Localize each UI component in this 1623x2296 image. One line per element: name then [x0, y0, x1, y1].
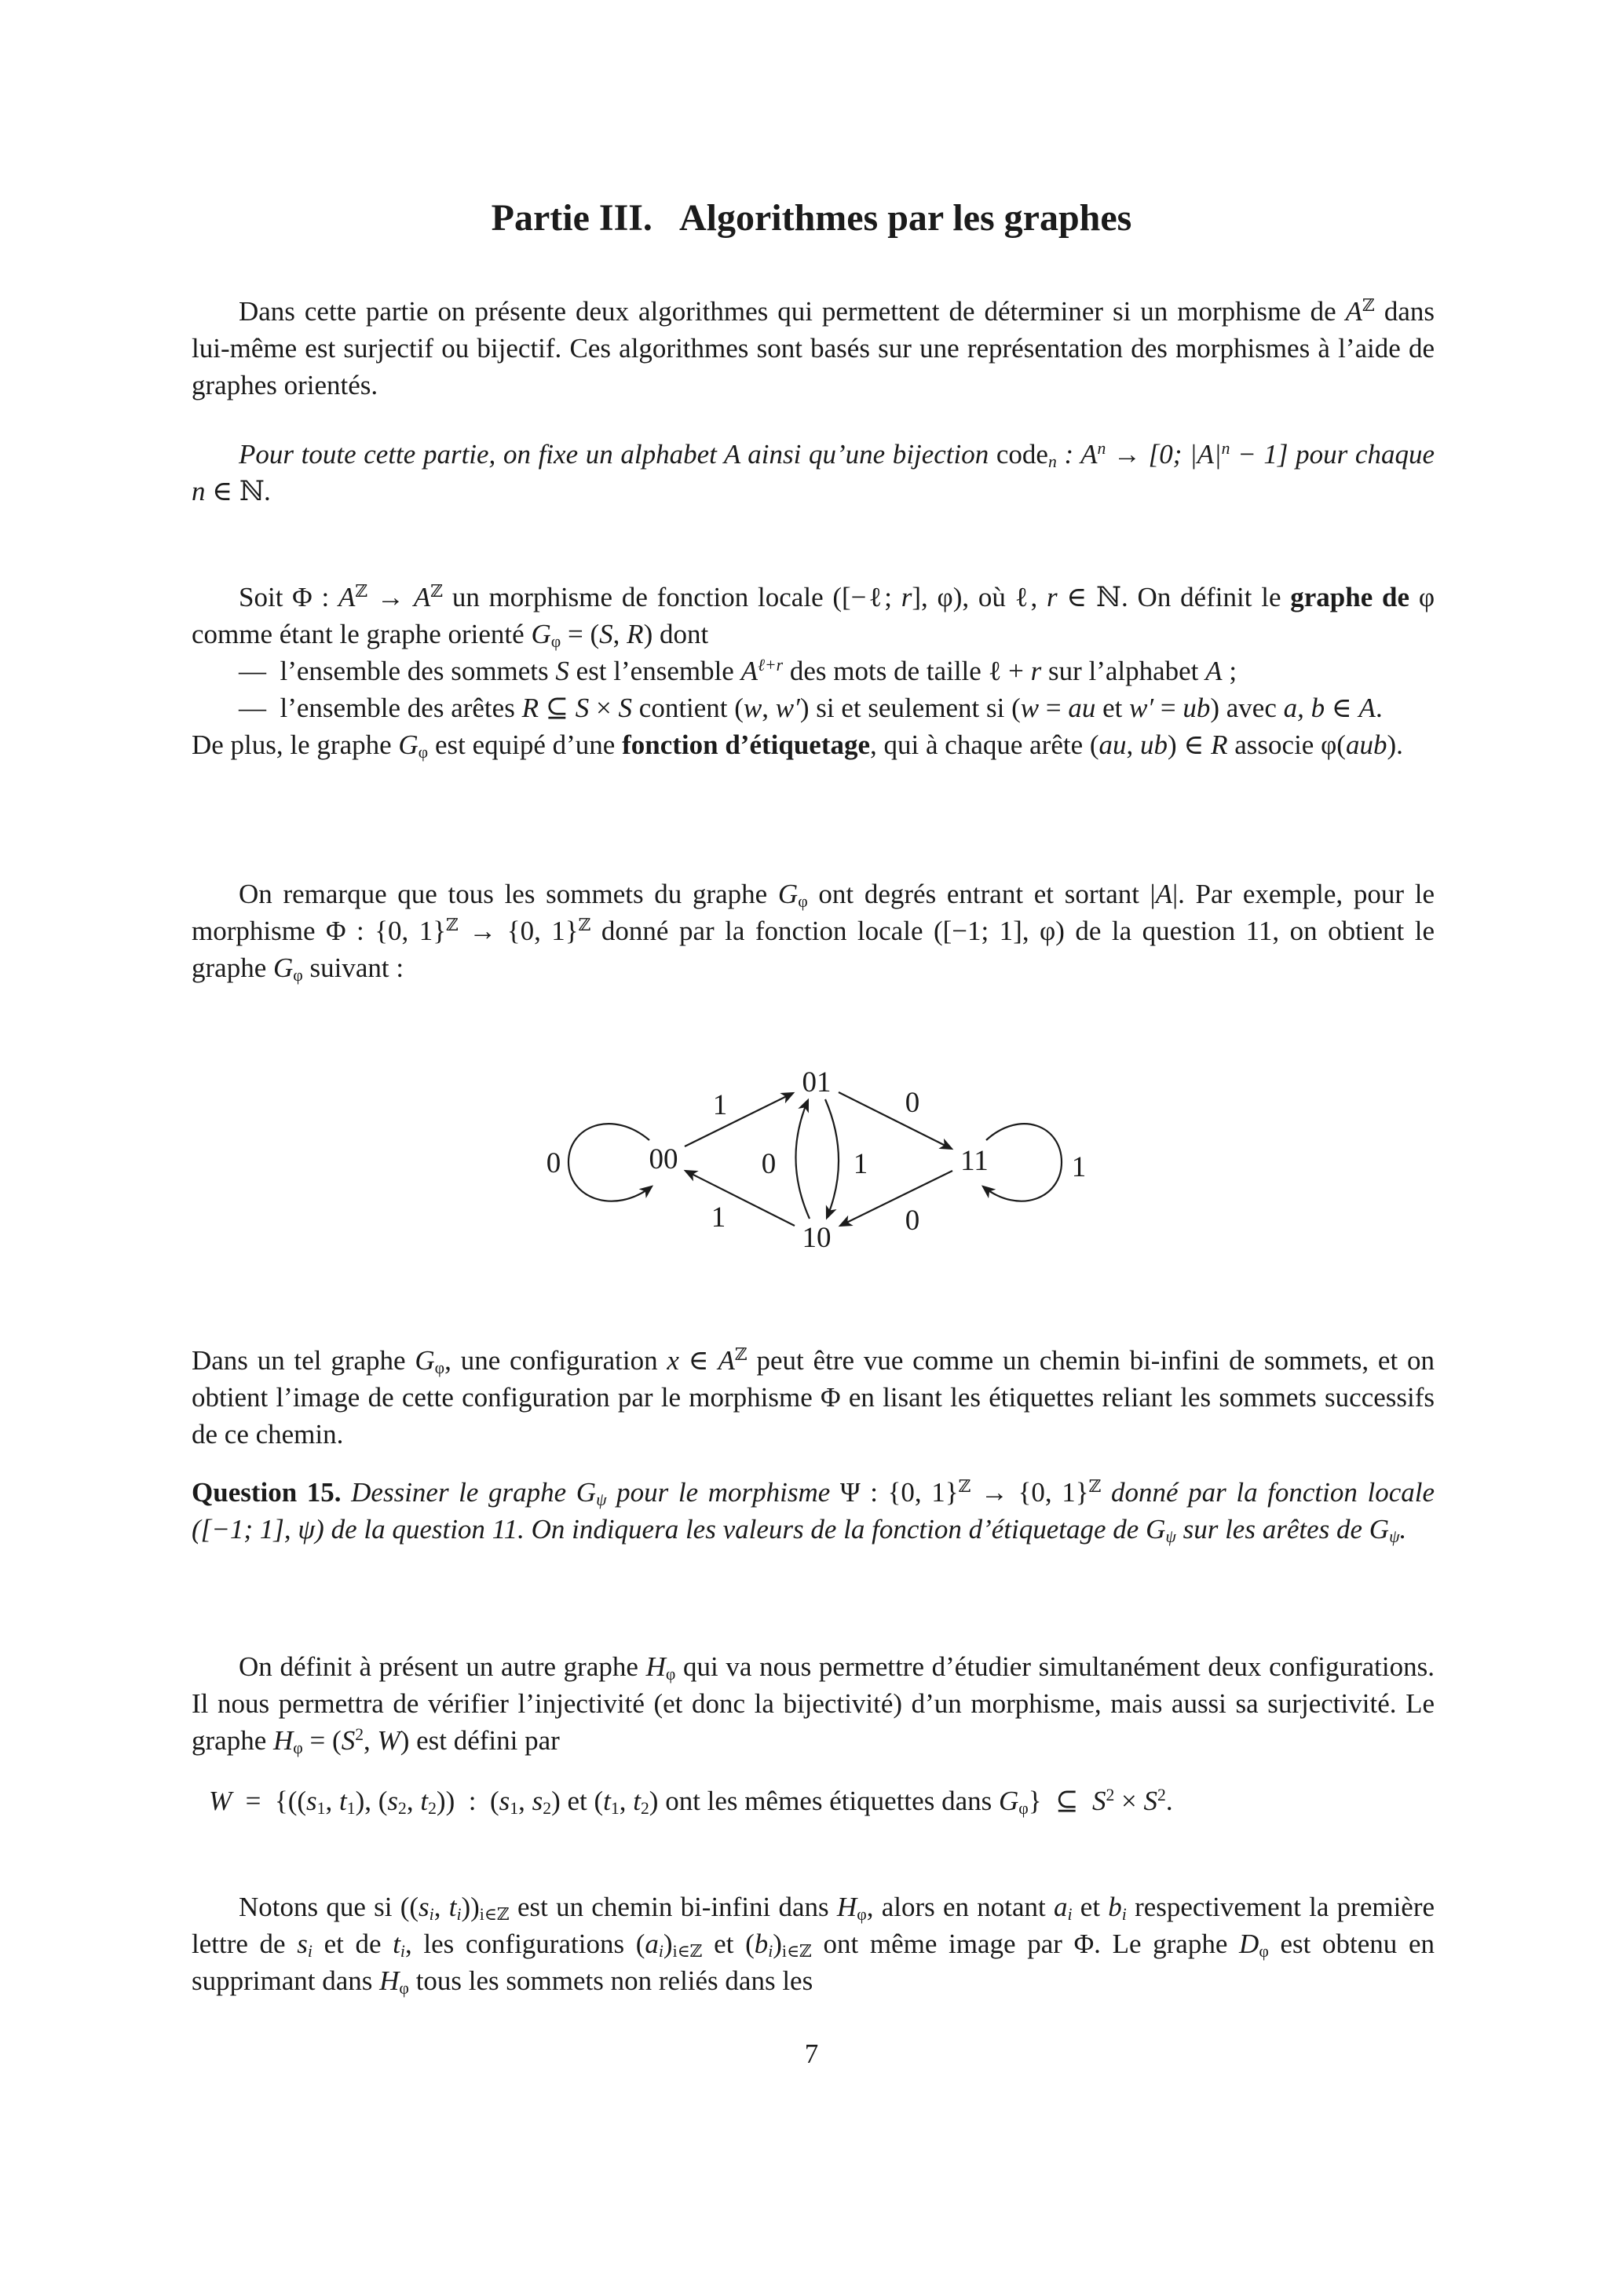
- page-number: 7: [804, 2038, 819, 2069]
- edge-label-10-00: 1: [711, 1201, 726, 1234]
- node-label-01: 01: [802, 1066, 832, 1099]
- definition-graphe-block: [192, 579, 1435, 763]
- edge-loop-00: [568, 1124, 652, 1201]
- edge-00-01: [685, 1093, 793, 1146]
- section-title: Algorithmes par les graphes: [678, 197, 1132, 239]
- section-number: Partie III.: [491, 197, 652, 239]
- list-item-sommets: — l’ensemble des sommets S est l’ensemble $A^{\ell+r}$ des mots de taille ℓ + r sur l’alphabet A ;: [239, 656, 1237, 686]
- paragraph-convention: Pour toute cette partie, on fixe un alphabet A ainsi qu’une bijection code$_n$ : $A^n \to [0$; $|A|^n - 1$] pour chaque n ∈ ℕ.: [192, 439, 1435, 506]
- paragraph-etiquetage: De plus, le graphe $G_\varphi$ est equipé d’une fonction d’étiquetage, qui à chaque arête (au, ub) ∈ R associe φ(aub).: [192, 729, 1403, 762]
- edge-label-01-10: 1: [853, 1148, 868, 1180]
- paragraph-notons: Notons que si (($s_i$, $t_i))_{i\in ℤ}$ est un chemin bi-infini dans $H_\varphi$, alors en notant $a_i$ et $b_i$ respectivement la première lettre de $s_i$ et de $t_i$, les configurations $(a_i)_{i\in ℤ}$ et $(b_i)_{i\in ℤ}$ ont même image par Φ. Le graphe $D_\varphi$ est obtenu en supprimant dans $H_\varphi$ tous les sommets non reliés dans les: [192, 1892, 1435, 1998]
- edge-label-01-11: 0: [905, 1087, 920, 1119]
- node-label-11: 11: [960, 1145, 989, 1177]
- edge-10-01: [795, 1100, 810, 1219]
- definition-graphe-intro: Soit Φ : $A^ℤ \to A^ℤ$ un morphisme de fonction locale ([−ℓ; r], φ), où ℓ, r ∈ ℕ. On définit le graphe de φ comme étant le graphe orienté $G_\varphi = (S$, R) dont: [192, 582, 1435, 652]
- node-label-00: 00: [649, 1143, 678, 1175]
- equation-w: W = {(($s_1$, $t_1$), ($s_2$, $t_2$)) : ($s_1$, $s_2$) et ($t_1$, $t_2$) ont les mêmes étiquettes dans $G_\varphi$} ⊆ $S^2 \times S^2$.: [209, 1786, 1173, 1819]
- paragraph-chemin: Dans un tel graphe $G_\varphi$, une configuration x ∈ $A^ℤ$ peut être vue comme un chemin bi-infini de sommets, et on obtient l’image de cette configuration par le morphisme Φ en lisant les étiquettes reliant les sommets successifs de ce chemin.: [192, 1345, 1435, 1450]
- list-item-aretes: — l’ensemble des arêtes R ⊆ S × S contient (w, w′) si et seulement si (w = au et w′ = ub) avec a, b ∈ A.: [239, 693, 1383, 723]
- paragraph-graphe-h: On définit à présent un autre graphe $H_\varphi$ qui va nous permettre d’étudier simultanément deux configurations. Il nous permettra de vérifier l’injectivité (et donc la bijectivité) d’un morphisme, mais aussi sa surjectivité. Le graphe $H_\varphi = (S^2$, W) est défini par: [192, 1651, 1435, 1758]
- edge-label-loop-00: 0: [546, 1147, 561, 1179]
- graph-g-phi-figure: [534, 1052, 1123, 1288]
- paragraph-intro: Dans cette partie on présente deux algorithmes qui permettent de déterminer si un morphisme de $A^ℤ$ dans lui-même est surjectif ou bijectif. Ces algorithmes sont basés sur une représentation des morphismes à l’aide de graphes orientés.: [192, 296, 1435, 400]
- edge-label-10-01: 0: [761, 1148, 777, 1180]
- node-label-10: 10: [802, 1222, 832, 1254]
- edge-10-00: [685, 1171, 795, 1226]
- edge-loop-11: [983, 1124, 1062, 1201]
- edge-label-00-01: 1: [712, 1089, 728, 1121]
- edge-01-10: [825, 1099, 839, 1218]
- edge-label-11-10: 0: [905, 1205, 920, 1237]
- section-heading: [0, 196, 1623, 240]
- edge-01-11: [839, 1092, 952, 1149]
- paragraph-remarque: On remarque que tous les sommets du graphe $G_\varphi$ ont degrés entrant et sortant |A|. Par exemple, pour le morphisme Φ : {0, 1}$^ℤ$ → {0, 1}$^ℤ$ donné par la fonction locale ([−1; 1], φ) de la question 11, on obtient le graphe $G_\varphi$ suivant :: [192, 879, 1435, 985]
- question-15: Question 15. Dessiner le graphe $G_\psi$ pour le morphisme Ψ : {0, 1}$^ℤ$ → {0, 1}$^ℤ$ donné par la fonction locale ([−1; 1], ψ) de la question 11. On indiquera les valeurs de la fonction d’étiquetage de $G_\psi$ sur les arêtes de $G_\psi$.: [192, 1477, 1435, 1547]
- edge-label-loop-11: 1: [1071, 1151, 1087, 1183]
